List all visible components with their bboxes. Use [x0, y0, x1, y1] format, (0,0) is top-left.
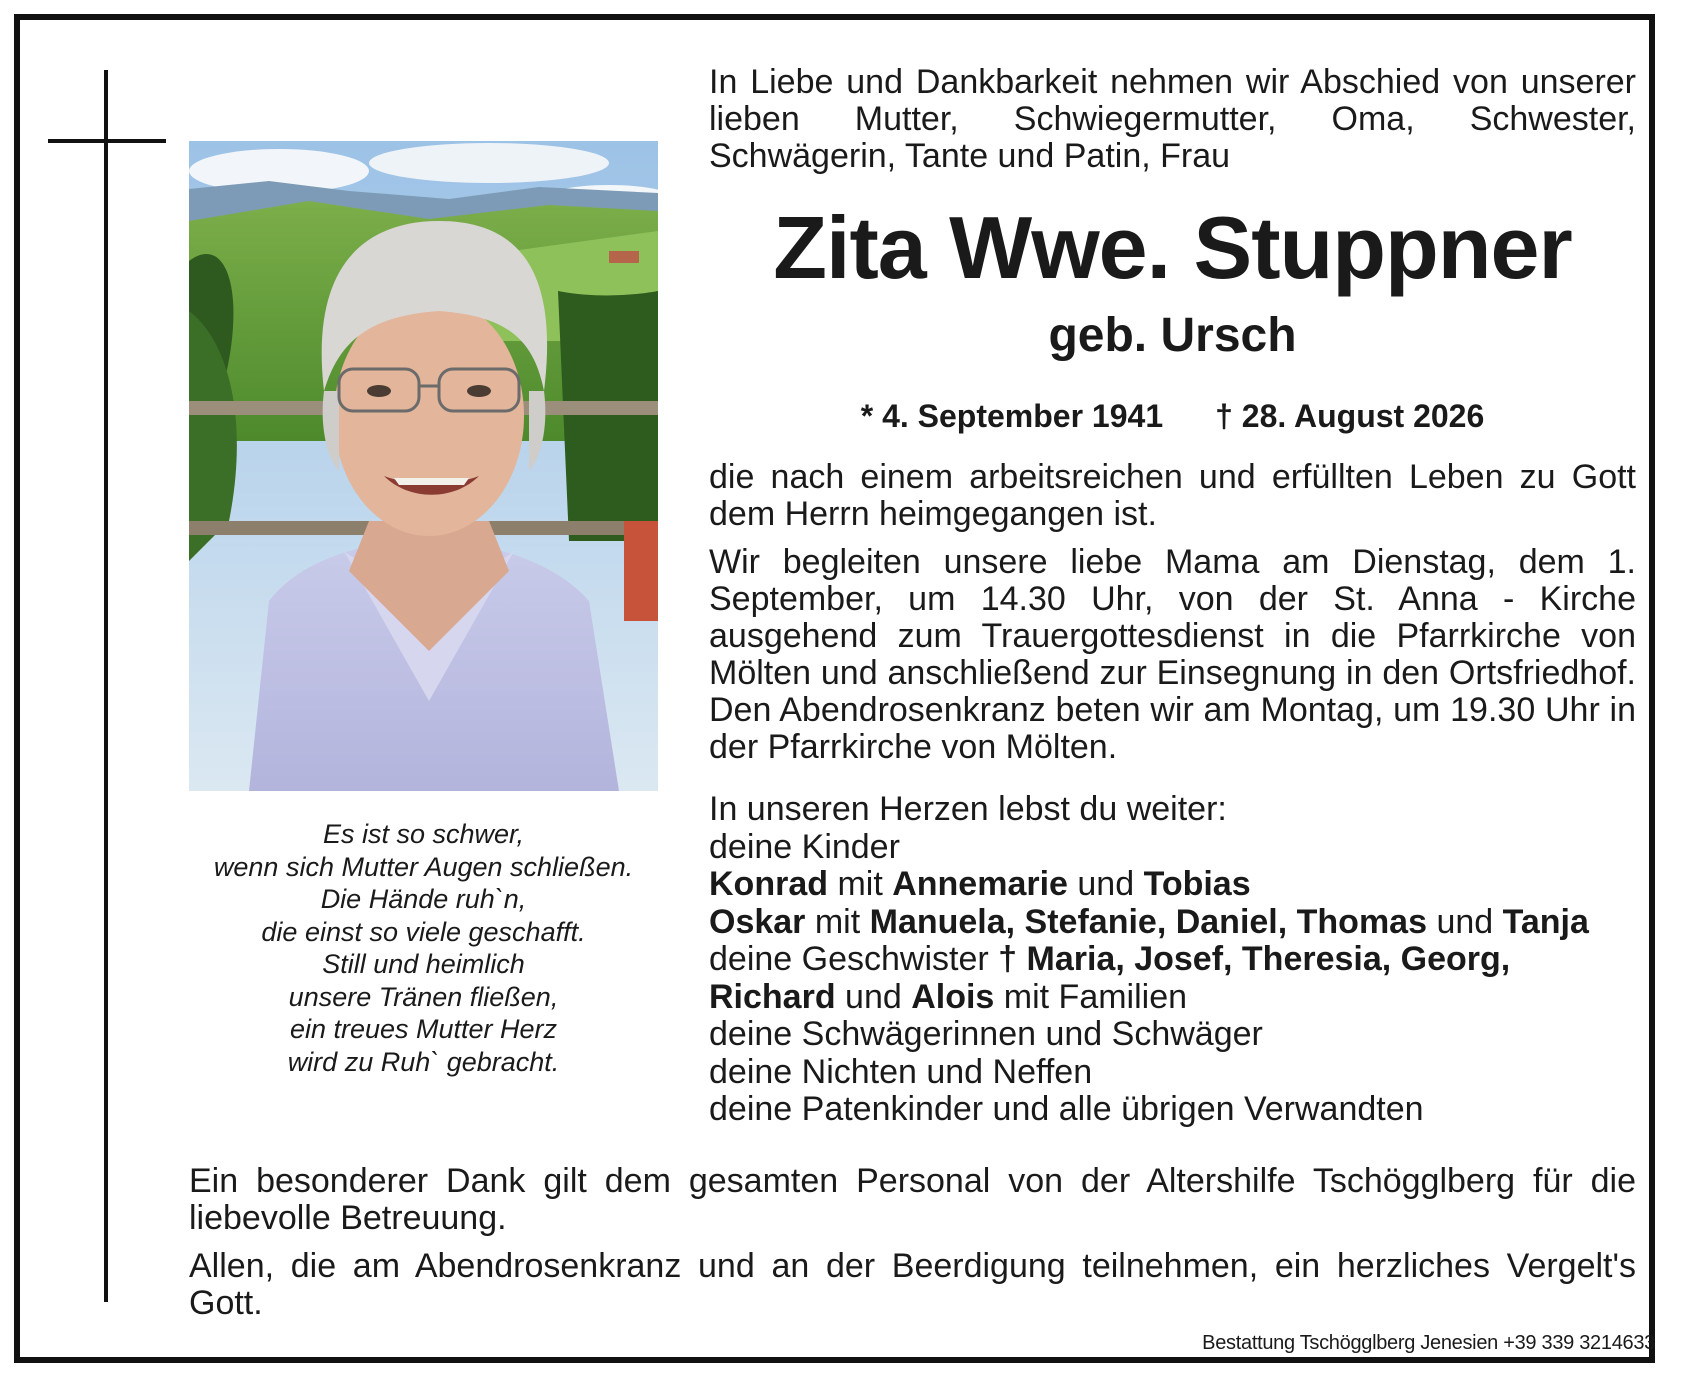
intro-text: In Liebe und Dankbarkeit nehmen wir Abschied von unserer lieben Mutter, Schwiegermutter, Oma, Schwester, Schwägerin, Tante und Patin, Frau	[709, 63, 1636, 175]
poem-line: wenn sich Mutter Augen schließen.	[213, 851, 634, 882]
funeral-text: Wir begleiten unsere liebe Mama am Dienstag, dem 1. September, um 14.30 Uhr, von der St. Anna - Kirche ausgehend zum Trauergottesdienst in die Pfarrkirche von Mölten und anschließend zur Einsegnung in den Ortsfriedhof. Den Abendrosenkranz beten wir am Montag, um 19.30 Uhr in der Pfarrkirche von Mölten.	[709, 543, 1636, 766]
poem-line: unsere Tränen fließen,	[288, 981, 559, 1012]
family-line: In unseren Herzen lebst du weiter:	[709, 790, 1227, 828]
family-line: deine Geschwister † Maria, Josef, Theresia, Georg,	[709, 940, 1511, 978]
poem-line: Still und heimlich	[322, 949, 525, 979]
poem-line: ein treues Mutter Herz	[289, 1014, 558, 1044]
poem-line: die einst so viele geschafft.	[261, 916, 586, 947]
poem-line: Die Hände ruh`n,	[320, 884, 527, 914]
portrait-photo	[189, 141, 658, 791]
funeral-home-footer: Bestattung Tschögglberg Jenesien +39 339 3214633	[1202, 1332, 1655, 1354]
poem-line: wird zu Ruh` gebracht.	[287, 1046, 560, 1077]
family-line: deine Nichten und Neffen	[709, 1052, 1093, 1091]
cross-horizontal-bar	[48, 139, 166, 143]
cross-vertical-bar	[104, 70, 108, 1302]
family-line: Oskar mit Manuela, Stefanie, Daniel, Thomas und Tanja	[709, 902, 1589, 941]
birth-name: geb. Ursch	[1048, 309, 1297, 362]
deceased-name: Zita Wwe. Stuppner	[773, 198, 1572, 297]
poem-line: Es ist so schwer,	[322, 819, 525, 849]
thanks-text-attendees: Allen, die am Abendrosenkranz und an der Beerdigung teilnehmen, ein herzliches Vergelt's Gott.	[189, 1247, 1636, 1322]
death-date: † 28. August 2026	[1215, 398, 1485, 434]
family-line: Konrad mit Annemarie und Tobias	[709, 865, 1251, 903]
thanks-text-staff: Ein besonderer Dank gilt dem gesamten Personal von der Altershilfe Tschögglberg für die liebevolle Betreuung.	[189, 1162, 1636, 1237]
life-dates	[709, 396, 1636, 436]
family-list	[709, 791, 1636, 1129]
birth-date: * 4. September 1941	[860, 398, 1164, 434]
passing-text: die nach einem arbeitsreichen und erfüllten Leben zu Gott dem Herrn heimgegangen ist.	[709, 458, 1636, 533]
family-line: Richard und Alois mit Familien	[709, 977, 1188, 1016]
family-line: deine Patenkinder und alle übrigen Verwandten	[709, 1090, 1424, 1128]
family-line: deine Schwägerinnen und Schwäger	[709, 1015, 1263, 1053]
memorial-poem	[189, 818, 658, 1078]
family-line: deine Kinder	[709, 827, 900, 866]
